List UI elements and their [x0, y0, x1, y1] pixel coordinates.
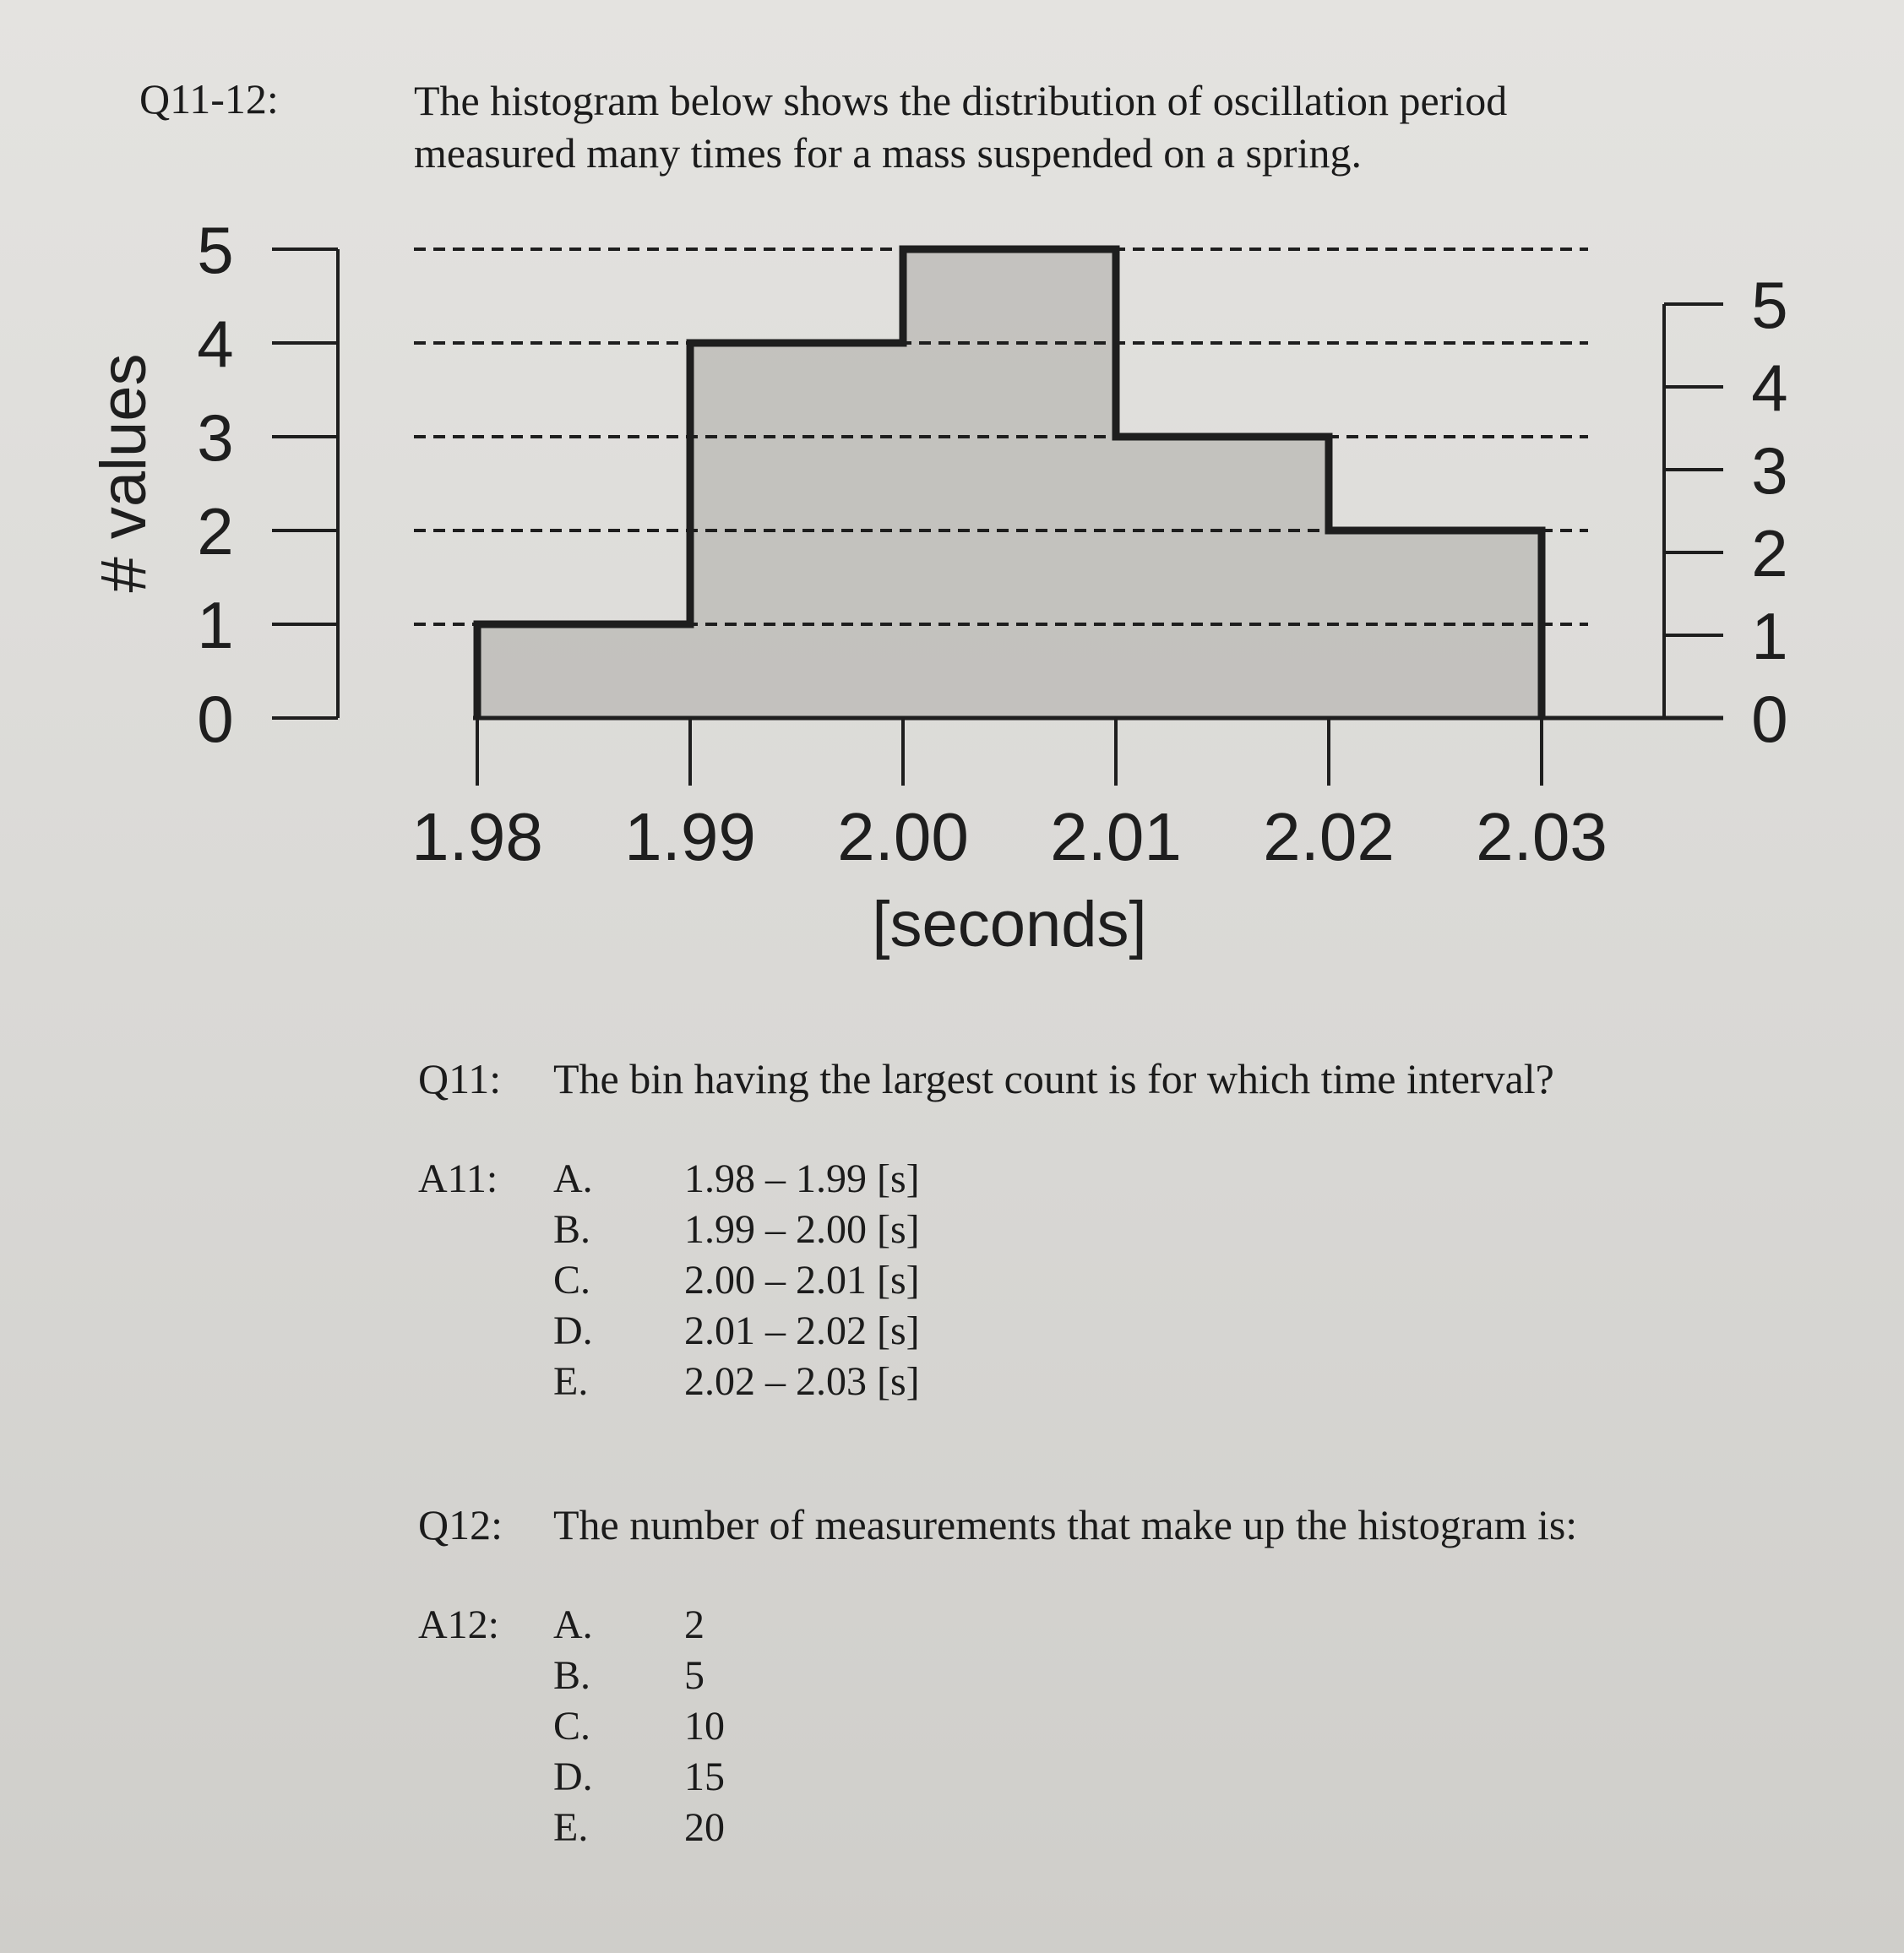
x-tick-label: 1.98 — [411, 799, 543, 874]
answer-option-letter: A. — [553, 1602, 593, 1647]
x-tick-label: 2.01 — [1050, 799, 1182, 874]
answer-option-letter: E. — [553, 1359, 589, 1404]
answer-option-value: 1.99 – 2.00 [s] — [684, 1207, 920, 1252]
histogram-bar — [477, 624, 690, 718]
answer-option-value: 1.98 – 1.99 [s] — [684, 1156, 920, 1201]
question-11-label: Q11: — [418, 1055, 502, 1102]
x-tick-label: 2.02 — [1263, 799, 1395, 874]
question-group-label: Q11-12: — [139, 75, 279, 122]
answer-option-value: 15 — [684, 1754, 725, 1799]
answer-option-letter: C. — [553, 1704, 591, 1749]
right-scale-label: 2 — [1751, 516, 1788, 590]
answer-option-value: 2 — [684, 1602, 704, 1647]
answer-option-letter: E. — [553, 1805, 589, 1850]
answer-option-letter: A. — [553, 1156, 593, 1201]
left-scale-label: 2 — [197, 494, 234, 568]
answer-option-letter: C. — [553, 1258, 591, 1303]
x-tick-label: 2.03 — [1476, 799, 1608, 874]
left-scale-label: 0 — [197, 682, 234, 756]
answer-option-value: 5 — [684, 1653, 704, 1698]
answer-option-letter: D. — [553, 1754, 593, 1799]
y-axis-label: # values — [88, 353, 160, 593]
answer-11-label: A11: — [418, 1156, 498, 1201]
question-12-label: Q12: — [418, 1501, 503, 1548]
right-scale-label: 1 — [1751, 599, 1788, 673]
x-axis-label: [seconds] — [872, 889, 1147, 960]
right-scale-label: 4 — [1751, 351, 1788, 425]
answer-option-value: 2.02 – 2.03 [s] — [684, 1359, 920, 1404]
left-scale-label: 1 — [197, 588, 234, 662]
answer-option-value: 2.01 – 2.02 [s] — [684, 1308, 920, 1353]
question-12-text: The number of measurements that make up the histogram is: — [553, 1501, 1578, 1548]
intro-text: The histogram below shows the distribution of oscillation period measured many times for a mass suspended on a spring. — [414, 77, 1508, 177]
right-scale-label: 0 — [1751, 682, 1788, 756]
answer-option-letter: B. — [553, 1207, 591, 1252]
x-tick-label: 2.00 — [837, 799, 969, 874]
right-scale-label: 3 — [1751, 433, 1788, 508]
answer-option-value: 20 — [684, 1805, 725, 1850]
left-scale-label: 3 — [197, 400, 234, 475]
answer-12-label: A12: — [418, 1602, 499, 1647]
histogram-bar — [1116, 437, 1329, 718]
left-scale-label: 5 — [197, 213, 234, 287]
answer-option-letter: D. — [553, 1308, 593, 1353]
answer-option-letter: B. — [553, 1653, 591, 1698]
left-scale-label: 4 — [197, 307, 234, 381]
question-11-text: The bin having the largest count is for which time interval? — [553, 1055, 1554, 1102]
answer-option-value: 2.00 – 2.01 [s] — [684, 1258, 920, 1303]
x-tick-label: 1.99 — [624, 799, 756, 874]
right-scale-label: 5 — [1751, 268, 1788, 342]
answer-option-value: 10 — [684, 1704, 725, 1749]
histogram-bar — [903, 249, 1116, 718]
